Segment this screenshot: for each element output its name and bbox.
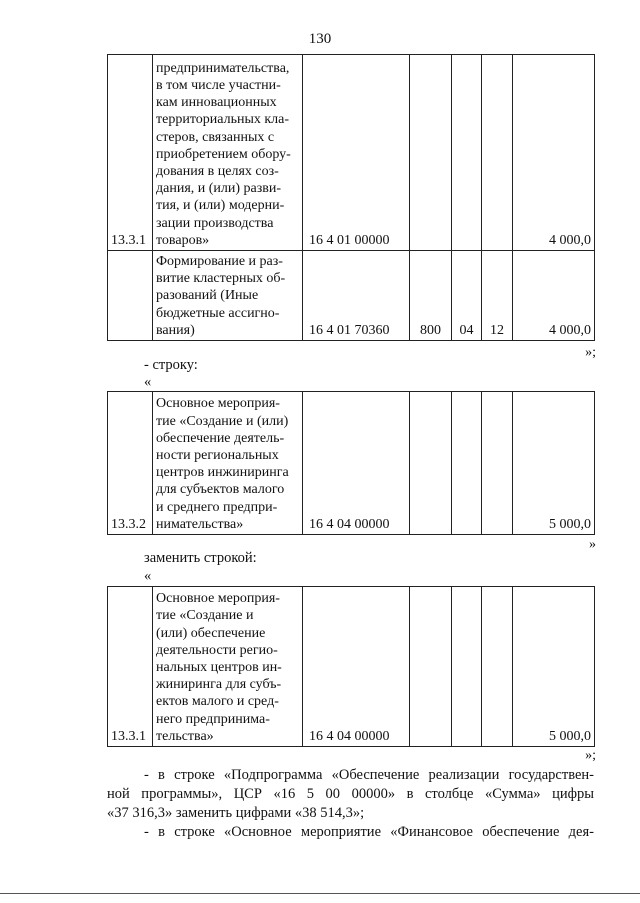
paragraph-line: - в строке «Основное мероприятие «Финансовое обеспечение дея-	[144, 824, 594, 840]
row-csr-code-cell: 16 4 04 00000	[303, 392, 410, 535]
row-sum-cell: 4 000,0	[513, 251, 595, 341]
row-pr-cell	[482, 587, 513, 747]
row-pr-cell	[482, 392, 513, 535]
row-name-cell: предпринимательства, в том числе участни- кам инновационных территориальных кла- стеров, связанных с приобретением обору- дования в целях соз- дания, и (или) разви- тия, и (или) модерни- зации производства товаров»	[153, 55, 303, 251]
row-vr-cell	[410, 392, 452, 535]
row-name-cell: Основное мероприя- тие «Создание и (или) обеспечение деятель- ности региональных центров инжиниринга для субъектов малого и среднего предпри- нимательства»	[153, 392, 303, 535]
row-pr-cell: 12	[482, 251, 513, 341]
row-vr-cell	[410, 587, 452, 747]
row-csr-code-cell: 16 4 01 70360	[303, 251, 410, 341]
table-row	[108, 55, 595, 251]
instruction-line: - строку:	[144, 357, 198, 373]
row-csr-code-cell: 16 4 04 00000	[303, 587, 410, 747]
row-sum-cell: 5 000,0	[513, 392, 595, 535]
budget-table-1	[107, 54, 595, 341]
closing-quote: »;	[585, 748, 596, 763]
row-pr-cell	[482, 55, 513, 251]
row-name-cell: Формирование и раз- витие кластерных об- разований (Иные бюджетные ассигно- вания)	[153, 251, 303, 341]
row-number-cell: 13.3.2	[108, 392, 153, 535]
row-vr-cell: 800	[410, 251, 452, 341]
row-name-cell: Основное мероприя- тие «Создание и (или) обеспечение деятельности регио- нальных центров ин- жиниринга для субъ- ектов малого и сред- него предпринима- тельства»	[153, 587, 303, 747]
closing-quote: »;	[585, 345, 596, 360]
row-number-cell	[108, 251, 153, 341]
paragraph-line: - в строке «Подпрограмма «Обеспечение реализации государствен-	[144, 767, 594, 783]
paragraph-line: ной программы», ЦСР «16 5 00 00000» в столбце «Сумма» цифры	[107, 786, 594, 802]
opening-quote: «	[144, 374, 152, 390]
page-number: 130	[308, 31, 332, 47]
budget-table-2	[107, 391, 595, 535]
table-row	[108, 251, 595, 341]
row-csr-code-cell: 16 4 01 00000	[303, 55, 410, 251]
page-bottom-rule	[0, 893, 640, 894]
row-vr-cell	[410, 55, 452, 251]
row-r-cell: 04	[452, 251, 482, 341]
row-number-cell: 13.3.1	[108, 587, 153, 747]
budget-table-3	[107, 586, 595, 747]
opening-quote: «	[144, 568, 152, 584]
row-number-cell: 13.3.1	[108, 55, 153, 251]
row-sum-cell: 4 000,0	[513, 55, 595, 251]
row-sum-cell: 5 000,0	[513, 587, 595, 747]
table-row	[108, 392, 595, 535]
closing-quote: »	[589, 537, 596, 552]
row-r-cell	[452, 587, 482, 747]
row-r-cell	[452, 55, 482, 251]
paragraph-line: «37 316,3» заменить цифрами «38 514,3»;	[107, 805, 365, 821]
table-row	[108, 587, 595, 747]
instruction-line: заменить строкой:	[144, 550, 257, 566]
row-r-cell	[452, 392, 482, 535]
